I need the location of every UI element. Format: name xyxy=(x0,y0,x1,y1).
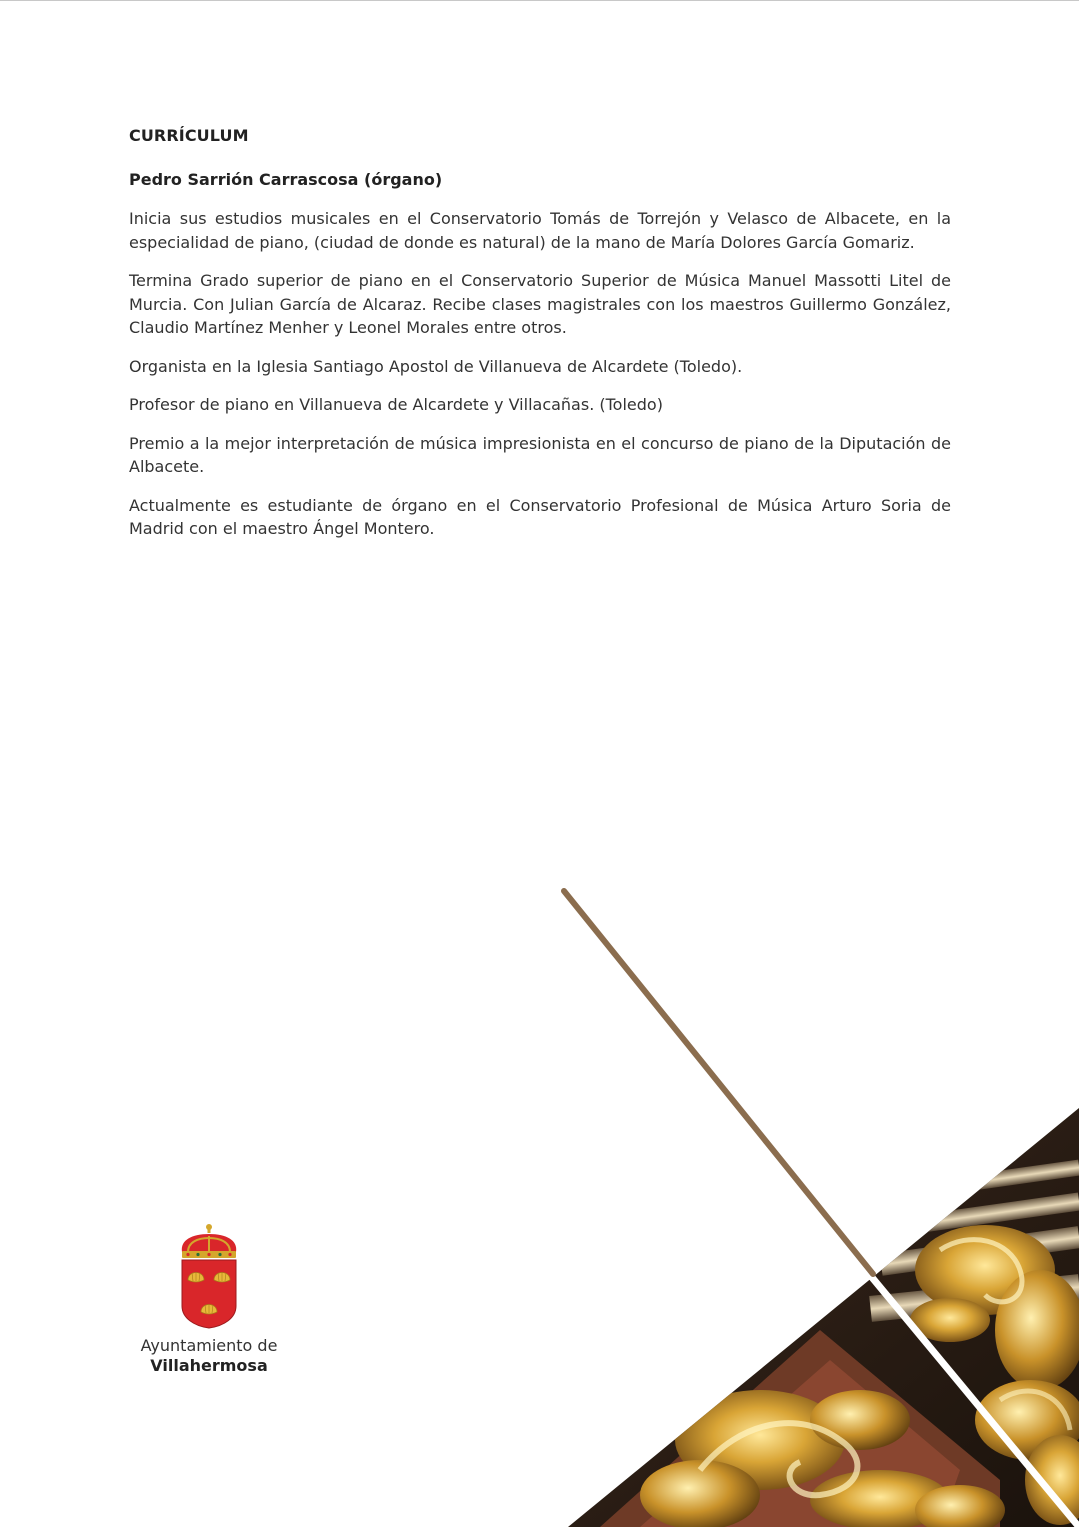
paragraph-6: Actualmente es estudiante de órgano en el Conservatorio Profesional de Música Arturo Soria de Madrid con el maestro Ángel Montero. xyxy=(129,495,951,538)
page-title: CURRÍCULUM xyxy=(129,126,249,145)
person-name: Pedro Sarrión Carrascosa (órgano) xyxy=(129,170,443,189)
organ-photo xyxy=(560,1100,1079,1527)
paragraph-5: Premio a la mejor interpretación de música impresionista en el concurso de piano de la Diputación de Albacete. xyxy=(129,433,951,476)
paragraph-4: Profesor de piano en Villanueva de Alcardete y Villacañas. (Toledo) xyxy=(129,395,663,414)
org-name-line1: Ayuntamiento de xyxy=(140,1336,278,1355)
paragraph-1: Inicia sus estudios musicales en el Conservatorio Tomás de Torrejón y Velasco de Albacete, en la especialidad de piano, (ciudad de donde es natural) de la mano de María Dolores García Gomariz. xyxy=(129,209,951,252)
accent-diagonal-line xyxy=(564,891,873,1274)
paragraph-3: Organista en la Iglesia Santiago Apostol de Villanueva de Alcardete (Toledo). xyxy=(129,356,743,376)
paragraph-2: Termina Grado superior de piano en el Conservatorio Superior de Música Manuel Massotti Litel de Murcia. Con Julian García de Alcaraz. Recibe clases magistrales con los maestros Guillermo González, Claudio Martínez Menher y Leonel Morales entre otros. xyxy=(129,271,951,337)
organization-name xyxy=(108,1336,310,1376)
coat-of-arms-icon xyxy=(176,1222,242,1330)
org-name-line2: Villahermosa xyxy=(150,1356,268,1375)
